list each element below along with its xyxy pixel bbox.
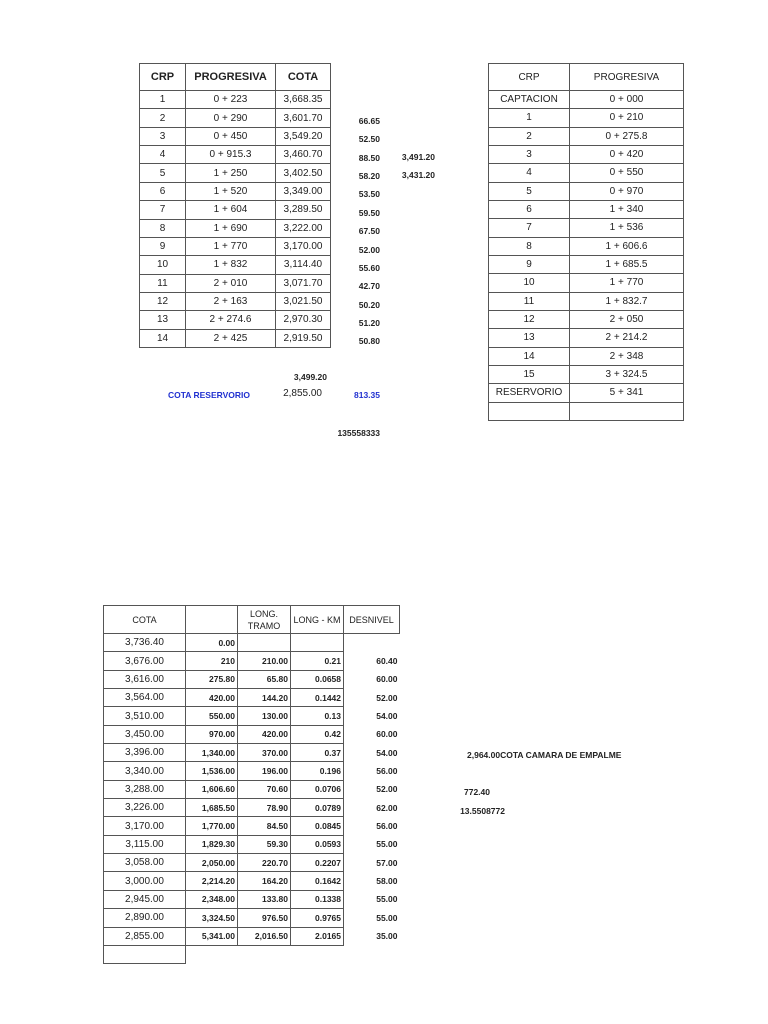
table-row [104, 780, 400, 798]
table-cell: 4 [489, 164, 570, 182]
table-cell: 0 + 000 [570, 91, 684, 109]
table-cell: 0.9765 [291, 909, 344, 927]
table-cell: 1 + 520 [186, 182, 276, 200]
table-row [489, 237, 684, 255]
table-row [489, 219, 684, 237]
table-cell: 2,050.00 [186, 854, 238, 872]
ratio-value: 135558333 [337, 428, 380, 438]
cota-reservorio-value: 2,855.00 [283, 388, 322, 399]
table-cell: 3,450.00 [104, 725, 186, 743]
table-row [140, 274, 331, 292]
column-header: COTA [104, 606, 186, 634]
table-row [489, 145, 684, 163]
table-cell: 3,601.70 [276, 109, 331, 127]
table-cell: 144.20 [238, 689, 291, 707]
crp-progresiva-table [488, 63, 684, 421]
table-cell: 12 [140, 292, 186, 310]
table-cell: 2 + 348 [570, 347, 684, 365]
camara-empalme-note [467, 750, 621, 760]
cota-longitud-table [103, 605, 400, 964]
table-cell: 55.00 [376, 912, 398, 923]
difference-value: 55.60 [358, 262, 380, 273]
difference-value: 51.20 [358, 317, 380, 328]
column-header: PROGRESIVA [570, 64, 684, 91]
table-cell: 2,214.20 [186, 872, 238, 890]
table-cell: 0.1642 [291, 872, 344, 890]
table-cell: 976.50 [238, 909, 291, 927]
table-cell: 1 + 832.7 [570, 292, 684, 310]
table-cell: 0.1338 [291, 890, 344, 908]
table-cell: 0.21 [291, 652, 344, 670]
table-cell: 3,676.00 [104, 652, 186, 670]
difference-value: 66.65 [358, 116, 380, 126]
column-header: PROGRESIVA [186, 64, 276, 91]
table-cell: 3,170.00 [276, 237, 331, 255]
table-cell: 970.00 [186, 725, 238, 743]
table-cell: 56.00 [376, 821, 398, 832]
table-cell: 3,510.00 [104, 707, 186, 725]
table-cell [344, 634, 400, 652]
difference-value: 53.50 [358, 189, 380, 200]
table-cell: 56.00 [376, 766, 398, 777]
table-cell: 6 [489, 200, 570, 218]
table-cell: 3,616.00 [104, 670, 186, 688]
table-row [489, 329, 684, 347]
table-cell: 2 + 425 [186, 329, 276, 347]
table-cell: 1 + 606.6 [570, 237, 684, 255]
camara-value: 2,964.00 [467, 750, 501, 760]
table-cell: 55.00 [376, 839, 398, 850]
table-row [104, 707, 400, 725]
table-cell: 58.00 [376, 876, 398, 887]
table-cell: 275.80 [186, 670, 238, 688]
table-row [140, 91, 331, 109]
table-cell: 420.00 [238, 725, 291, 743]
table-cell: 13 [140, 311, 186, 329]
table-cell: 13 [489, 329, 570, 347]
table-cell: 52.00 [376, 784, 398, 795]
header-row [104, 606, 400, 634]
table-row [489, 164, 684, 182]
table-cell: 164.20 [238, 872, 291, 890]
table-cell: 1 + 536 [570, 219, 684, 237]
table-row [104, 670, 400, 688]
value-a: 3,499.20 [293, 372, 327, 382]
table-cell: 1 + 685.5 [570, 255, 684, 273]
table-cell: 1 + 770 [186, 237, 276, 255]
column-header: DESNIVEL [344, 606, 400, 634]
table-cell: 0.0593 [291, 835, 344, 853]
table-row [140, 146, 331, 164]
table-cell: 3,549.20 [276, 127, 331, 145]
table-row [104, 689, 400, 707]
extra-value: 3,431.20 [401, 170, 435, 180]
table-cell: 0.0706 [291, 780, 344, 798]
table-cell: 0.0789 [291, 799, 344, 817]
table-cell: 1,770.00 [186, 817, 238, 835]
table-cell: 2,919.50 [276, 329, 331, 347]
table-cell: 9 [140, 237, 186, 255]
table-row [140, 256, 331, 274]
table-cell: 2,890.00 [104, 909, 186, 927]
table-cell: 3,170.00 [104, 817, 186, 835]
difference-value: 58.20 [358, 171, 380, 182]
table-cell: 0 + 450 [186, 127, 276, 145]
table-cell: 130.00 [238, 707, 291, 725]
table-cell: 15 [489, 365, 570, 383]
table-cell: 3,460.70 [276, 146, 331, 164]
table-cell: 210.00 [238, 652, 291, 670]
difference-value: 52.00 [358, 244, 380, 255]
table-row [489, 182, 684, 200]
table-cell: 3,289.50 [276, 201, 331, 219]
table-cell: 1 + 250 [186, 164, 276, 182]
table-cell [291, 634, 344, 652]
table-cell: 2 + 214.2 [570, 329, 684, 347]
table-cell: 2,945.00 [104, 890, 186, 908]
table-cell: 7 [140, 201, 186, 219]
table-cell: 2.0165 [291, 927, 344, 945]
table-row [140, 127, 331, 145]
table-cell: 1 + 832 [186, 256, 276, 274]
table-cell: 60.40 [376, 656, 398, 667]
table-cell: 7 [489, 219, 570, 237]
table-cell: 52.00 [376, 692, 398, 703]
difference-total: 813.35 [354, 390, 380, 400]
table-cell: 0 + 420 [570, 145, 684, 163]
table-row [104, 744, 400, 762]
table-cell: 0.1442 [291, 689, 344, 707]
table-cell: 1,606.60 [186, 780, 238, 798]
table-row [489, 255, 684, 273]
table-cell: 2 + 050 [570, 310, 684, 328]
table-cell: 0 + 275.8 [570, 127, 684, 145]
table-cell: 2 [489, 127, 570, 145]
table-row [140, 201, 331, 219]
table-cell: 3,564.00 [104, 689, 186, 707]
table-cell: 3,058.00 [104, 854, 186, 872]
table-row [104, 890, 400, 908]
table-cell: 196.00 [238, 762, 291, 780]
table-cell: 0.37 [291, 744, 344, 762]
table-row [140, 329, 331, 347]
table-cell: 3,222.00 [276, 219, 331, 237]
table-cell: CAPTACION [489, 91, 570, 109]
table-cell: 2,970.30 [276, 311, 331, 329]
table-cell: 59.30 [238, 835, 291, 853]
table-cell: 3 [489, 145, 570, 163]
column-header: COTA [276, 64, 331, 91]
difference-value: 50.20 [358, 299, 380, 310]
table-cell: 2 [140, 109, 186, 127]
table-cell: 1 + 340 [570, 200, 684, 218]
table-cell: 0.42 [291, 725, 344, 743]
table-row [104, 799, 400, 817]
table-cell: 3,340.00 [104, 762, 186, 780]
table-cell: 3,396.00 [104, 744, 186, 762]
header-row [140, 64, 331, 91]
table-cell: 550.00 [186, 707, 238, 725]
table-cell: 3,349.00 [276, 182, 331, 200]
table-cell: 5 [489, 182, 570, 200]
table-cell: 2 + 163 [186, 292, 276, 310]
table-row [140, 292, 331, 310]
table-cell: 10 [140, 256, 186, 274]
table-cell: 10 [489, 274, 570, 292]
table-cell: 12 [489, 310, 570, 328]
table-cell: 0.13 [291, 707, 344, 725]
table-cell: 5 [140, 164, 186, 182]
table-cell: 14 [489, 347, 570, 365]
difference-value: 42.70 [358, 281, 380, 292]
table-cell: 0 + 290 [186, 109, 276, 127]
table-cell: 3,114.40 [276, 256, 331, 274]
table-cell: 3,402.50 [276, 164, 331, 182]
column-header: CRP [140, 64, 186, 91]
table-row [104, 927, 400, 945]
table-row [489, 109, 684, 127]
table-row [489, 200, 684, 218]
table-cell: 3,071.70 [276, 274, 331, 292]
table-cell: 0 + 550 [570, 164, 684, 182]
header-row [489, 64, 684, 91]
empty-row [104, 945, 400, 963]
table-cell: 133.80 [238, 890, 291, 908]
table-cell: 65.80 [238, 670, 291, 688]
table-cell: 0 + 970 [570, 182, 684, 200]
table-cell: 3,000.00 [104, 872, 186, 890]
table-row [489, 292, 684, 310]
table-cell: 55.00 [376, 894, 398, 905]
table-cell: 1 + 604 [186, 201, 276, 219]
table-row [489, 310, 684, 328]
table-cell: 3,324.50 [186, 909, 238, 927]
table-cell: 3,288.00 [104, 780, 186, 798]
table-cell: 35.00 [376, 931, 398, 942]
ratio-value-2: 13.5508772 [460, 806, 505, 816]
table-row [489, 127, 684, 145]
table-cell: 0.00 [186, 634, 238, 652]
camara-label: COTA CAMARA DE EMPALME [500, 750, 622, 760]
table-cell [489, 402, 570, 420]
table-row [489, 384, 684, 402]
table-cell: 78.90 [238, 799, 291, 817]
table-cell: 0 + 223 [186, 91, 276, 109]
table-cell: 3,736.40 [104, 634, 186, 652]
difference-value: 88.50 [358, 152, 380, 163]
table-cell: 3,668.35 [276, 91, 331, 109]
table-row [104, 762, 400, 780]
table-cell: 2,348.00 [186, 890, 238, 908]
table-cell: 370.00 [238, 744, 291, 762]
table-row [140, 237, 331, 255]
table-cell [570, 402, 684, 420]
table-cell: 3 + 324.5 [570, 365, 684, 383]
table-row [489, 274, 684, 292]
table-cell: 0 + 915.3 [186, 146, 276, 164]
table-cell: 9 [489, 255, 570, 273]
table-cell: 3 [140, 127, 186, 145]
table-row [104, 634, 400, 652]
table-cell: 2,016.50 [238, 927, 291, 945]
blank [186, 945, 238, 963]
table-cell: 5 + 341 [570, 384, 684, 402]
table-row [140, 219, 331, 237]
table-cell: 420.00 [186, 689, 238, 707]
table-cell: 6 [140, 182, 186, 200]
table-cell: 8 [489, 237, 570, 255]
table-cell: 3,226.00 [104, 799, 186, 817]
table-cell: 1,340.00 [186, 744, 238, 762]
table-row [104, 909, 400, 927]
table-cell: 1 + 690 [186, 219, 276, 237]
table-cell: 2,855.00 [104, 927, 186, 945]
cota-reservorio-label: COTA RESERVORIO [168, 390, 251, 400]
difference-value: 52.50 [358, 134, 380, 145]
table-cell: 57.00 [376, 857, 398, 868]
blank [291, 945, 344, 963]
table-cell: RESERVORIO [489, 384, 570, 402]
blank [238, 945, 291, 963]
extra-value: 3,491.20 [401, 152, 435, 162]
table-row [104, 652, 400, 670]
table-cell: 3,115.00 [104, 835, 186, 853]
table-cell: 2 + 010 [186, 274, 276, 292]
table-cell: 3,021.50 [276, 292, 331, 310]
table-cell: 220.70 [238, 854, 291, 872]
column-header: CRP [489, 64, 570, 91]
table-cell: 62.00 [376, 802, 398, 813]
table-cell: 1 [489, 109, 570, 127]
table-cell: 0.0658 [291, 670, 344, 688]
table-cell: 14 [140, 329, 186, 347]
table-cell: 70.60 [238, 780, 291, 798]
table-row [489, 365, 684, 383]
table-row [104, 725, 400, 743]
difference-value: 50.80 [358, 336, 380, 347]
table-cell: 4 [140, 146, 186, 164]
table-cell [238, 634, 291, 652]
table-row [140, 109, 331, 127]
column-header: LONG. TRAMO [238, 606, 291, 634]
blank [344, 945, 400, 963]
table-cell: 84.50 [238, 817, 291, 835]
table-row [489, 91, 684, 109]
table-row [140, 311, 331, 329]
table-cell: 60.00 [376, 729, 398, 740]
table-row [104, 835, 400, 853]
table-cell: 54.00 [376, 747, 398, 758]
crp-cota-table [139, 63, 331, 348]
empty-cell [104, 945, 186, 963]
table-cell: 60.00 [376, 674, 398, 685]
column-header: LONG - KM [291, 606, 344, 634]
difference-value: 59.50 [358, 207, 380, 218]
table-row [489, 347, 684, 365]
table-cell: 210 [186, 652, 238, 670]
table-row [140, 164, 331, 182]
table-cell: 0.0845 [291, 817, 344, 835]
table-row [104, 854, 400, 872]
table-cell: 0 + 210 [570, 109, 684, 127]
table-cell: 11 [140, 274, 186, 292]
table-cell: 0.2207 [291, 854, 344, 872]
value-b: 772.40 [464, 787, 490, 797]
table-cell: 1 + 770 [570, 274, 684, 292]
table-cell: 2 + 274.6 [186, 311, 276, 329]
table-row [104, 817, 400, 835]
table-cell: 1 [140, 91, 186, 109]
table-row [489, 402, 684, 420]
table-cell: 0.196 [291, 762, 344, 780]
table-row [140, 182, 331, 200]
column-header [186, 606, 238, 634]
table-row [104, 872, 400, 890]
table-cell: 54.00 [376, 711, 398, 722]
table-cell: 8 [140, 219, 186, 237]
table-cell: 1,536.00 [186, 762, 238, 780]
table-cell: 1,685.50 [186, 799, 238, 817]
difference-value: 67.50 [358, 226, 380, 237]
table-cell: 5,341.00 [186, 927, 238, 945]
table-cell: 1,829.30 [186, 835, 238, 853]
table-cell: 11 [489, 292, 570, 310]
